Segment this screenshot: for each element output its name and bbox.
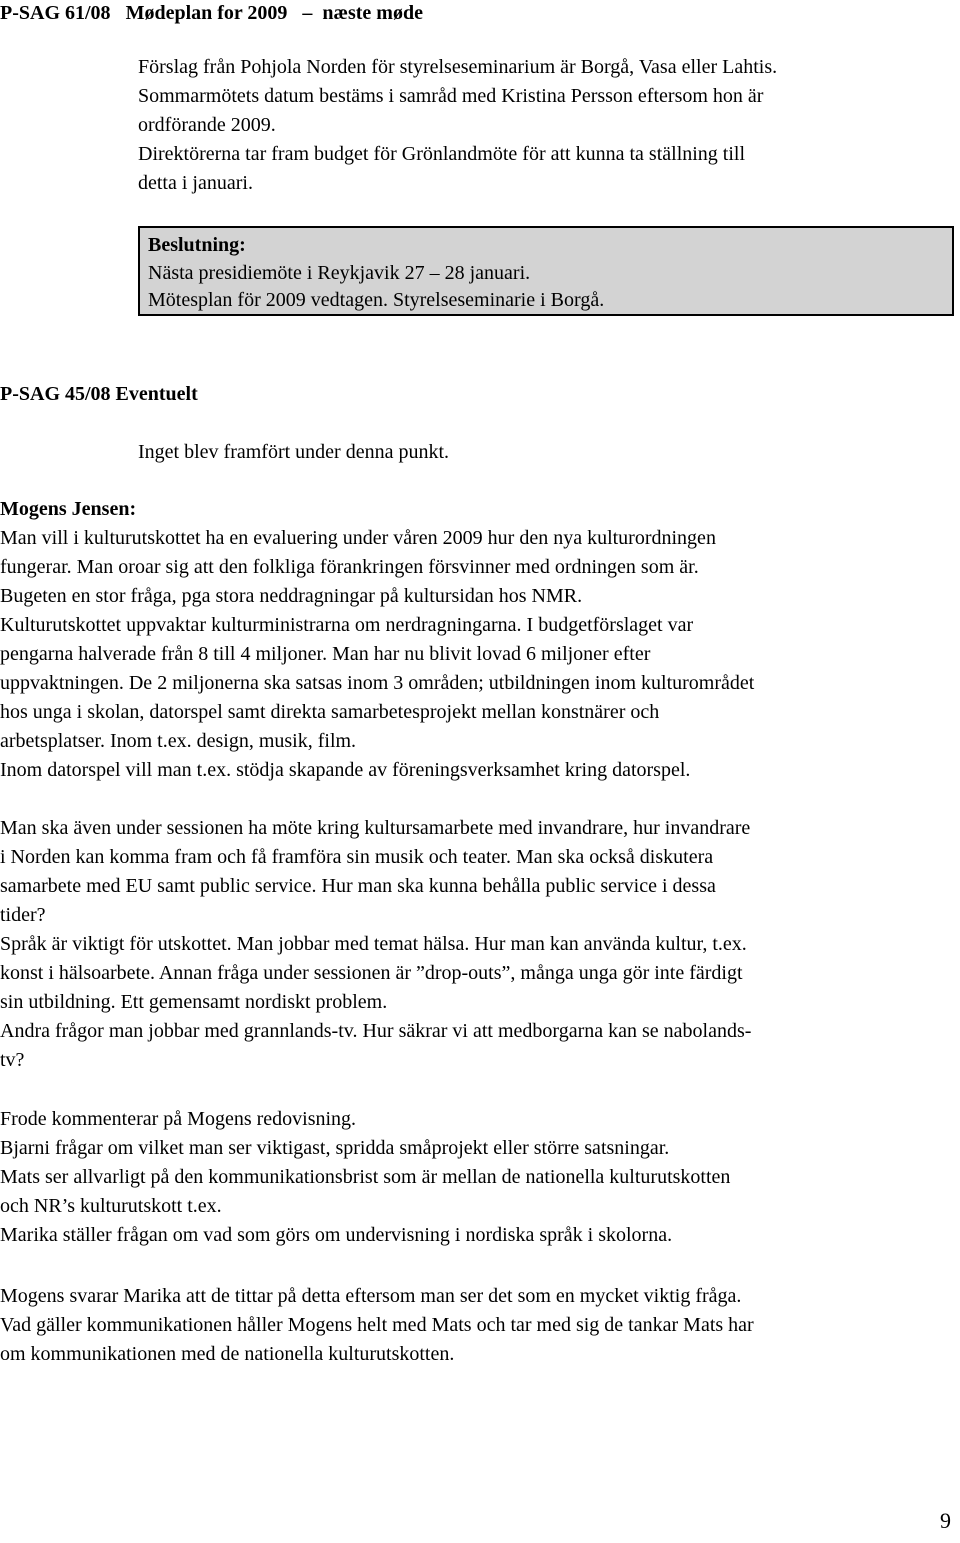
paragraph-line: detta i januari. [138, 172, 253, 194]
paragraph-line: pengarna halverade från 8 till 4 miljoner. Man har nu blivit lovad 6 miljoner efter [0, 643, 651, 665]
page-number: 9 [940, 1508, 951, 1533]
paragraph-line: sin utbildning. Ett gemensamt nordiskt problem. [0, 991, 388, 1013]
heading-code: P-SAG 61/08 [0, 2, 111, 24]
paragraph-line: Man vill i kulturutskottet ha en evaluering under våren 2009 hur den nya kulturordningen [0, 527, 716, 549]
paragraph-line: Vad gäller kommunikationen håller Mogens helt med Mats och tar med sig de tankar Mats har [0, 1314, 754, 1336]
decision-line: Mötesplan för 2009 vedtagen. Styrelseseminarie i Borgå. [148, 289, 605, 311]
paragraph-line: tider? [0, 904, 46, 926]
paragraph-line: Sommarmötets datum bestäms i samråd med Kristina Persson eftersom hon är [138, 85, 764, 107]
heading-title: Mødeplan for 2009 [125, 2, 288, 24]
paragraph-line: Man ska även under sessionen ha möte kring kultursamarbete med invandrare, hur invandrare [0, 817, 751, 839]
paragraph-line: Marika ställer frågan om vad som görs om undervisning i nordiska språk i skolorna. [0, 1224, 673, 1246]
agenda-heading-61 [0, 0, 423, 26]
paragraph-line: om kommunikationen med de nationella kulturutskotten. [0, 1343, 455, 1365]
paragraph-line: uppvaktningen. De 2 miljonerna ska satsas inom 3 områden; utbildningen inom kulturområdet [0, 672, 755, 694]
paragraph-line: Språk är viktigt för utskottet. Man jobbar med temat hälsa. Hur man kan använda kultur, t.ex. [0, 933, 747, 955]
decision-box [138, 226, 954, 316]
speaker-label: Mogens Jensen: [0, 498, 137, 520]
paragraph-line: och NR’s kulturutskott t.ex. [0, 1195, 222, 1217]
agenda-heading-45: P-SAG 45/08 Eventuelt [0, 383, 198, 405]
paragraph-line: tv? [0, 1049, 25, 1071]
decision-label: Beslutning: [148, 234, 246, 256]
paragraph-line: hos unga i skolan, datorspel samt direkta samarbetesprojekt mellan konstnärer och [0, 701, 660, 723]
paragraph-line: samarbete med EU samt public service. Hur man ska kunna behålla public service i dessa [0, 875, 716, 897]
intro-line: Inget blev framfört under denna punkt. [138, 441, 450, 463]
heading-subtitle: næste møde [322, 2, 423, 24]
paragraph-line: Kulturutskottet uppvaktar kulturministrarna om nerdragningarna. I budgetförslaget var [0, 614, 694, 636]
paragraph-line: Bjarni frågar om vilket man ser viktigast, spridda småprojekt eller större satsningar. [0, 1137, 670, 1159]
paragraph-line: ordförande 2009. [138, 114, 276, 136]
paragraph-line: Inom datorspel vill man t.ex. stödja skapande av föreningsverksamhet kring datorspel. [0, 759, 691, 781]
paragraph-line: Frode kommenterar på Mogens redovisning. [0, 1108, 357, 1130]
paragraph-line: Bugeten en stor fråga, pga stora neddragningar på kultursidan hos NMR. [0, 585, 583, 607]
paragraph-line: Förslag från Pohjola Norden för styrelseseminarium är Borgå, Vasa eller Lahtis. [138, 56, 778, 78]
heading-dash: – [302, 2, 313, 24]
paragraph-line: konst i hälsoarbete. Annan fråga under sessionen är ”drop-outs”, många unga gör inte färdigt [0, 962, 743, 984]
paragraph-line: arbetsplatser. Inom t.ex. design, musik, film. [0, 730, 357, 752]
paragraph-line: fungerar. Man oroar sig att den folkliga förankringen försvinner med ordningen som är. [0, 556, 699, 578]
paragraph-line: i Norden kan komma fram och få framföra sin musik och teater. Man ska också diskutera [0, 846, 714, 868]
paragraph-line: Mogens svarar Marika att de tittar på detta eftersom man ser det som en mycket viktig fråga. [0, 1285, 742, 1307]
decision-line: Nästa presidiemöte i Reykjavik 27 – 28 januari. [148, 262, 531, 284]
paragraph-line: Direktörerna tar fram budget för Grönlandmöte för att kunna ta ställning till [138, 143, 746, 165]
paragraph-line: Mats ser allvarligt på den kommunikationsbrist som är mellan de nationella kulturutskotten [0, 1166, 731, 1188]
paragraph-line: Andra frågor man jobbar med grannlands-tv. Hur säkrar vi att medborgarna kan se nabolands- [0, 1020, 752, 1042]
